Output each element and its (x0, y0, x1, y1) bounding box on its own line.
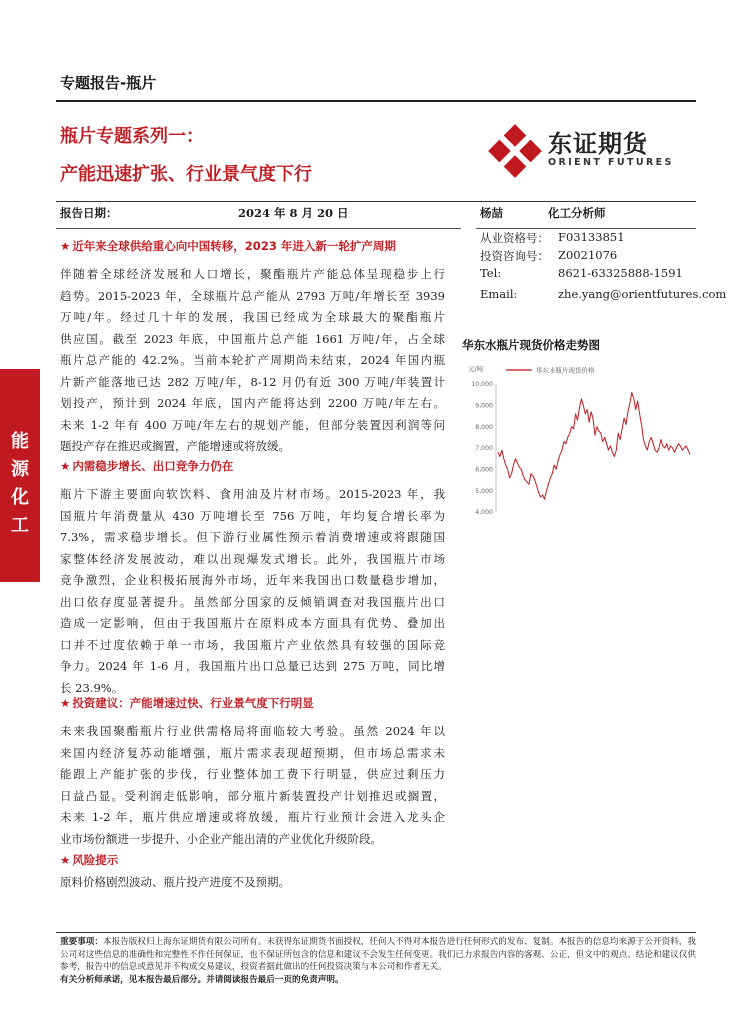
analyst-info-label: Tel: (480, 266, 502, 280)
sector-char: 化 (11, 487, 29, 508)
section-heading: ★ 投资建议：产能增速过快、行业景气度下行明显 (60, 696, 314, 710)
analyst-info-label: 从业资格号： (480, 231, 549, 245)
section-body: 未来我国聚酯瓶片行业供需格局将面临较大考验。虽然 2024 年以 来国内经济复苏动能增强，瓶片需求表现超预期，但市场总需求未 能跟上产能扩张的步伐，行业整体加工费下行明显，供应过剩压力 日益凸显。受利润走低影响，部分瓶片新装置投产计划推迟或搁置， 未来 1-2 年，瓶片供应增速或将放缓，瓶片行业预计会进入龙头企 业市场份额进一步提升、小企业产能出清的产业优化升级阶段。 (60, 724, 445, 846)
disclaimer-closing: 有关分析师承诺，见本报告最后部分。并请阅读报告最后一页的免责声明。 (60, 974, 344, 985)
series-title: 瓶片专题系列一： (60, 126, 204, 147)
analyst-info-value: 8621-63325888-1591 (558, 266, 683, 280)
section-body: 原料价格剧烈波动、瓶片投产进度不及预期。 (60, 875, 290, 889)
sector-side-tab (0, 369, 40, 582)
analyst-info-label: 投资咨询号： (480, 249, 549, 263)
footer-rule (56, 932, 696, 933)
logo-text-cn: 东证期货 (548, 130, 648, 158)
section-body: 瓶片下游主要面向软饮料、食用油及片材市场。2015-2023 年，我 国瓶片年消费量从 430 万吨增长至 756 万吨，年均复合增长率为 7.3%，需求稳步增长。但下游行业属性预示着消费增速或将跟随国 家整体经济发展波动，难以出现爆发式增长。此外，我国瓶片市场 竞争激烈，企业积极拓展海外市场，近年来我国出口数量稳步增加， 出口依存度显著提升。虽然部分国家的反倾销调查对我国瓶片出口 造成一定影响，但由于我国瓶片在原料成本方面具有优势、叠加出 口并不过度依赖于单一市场，我国瓶片产业依然具有较强的国际竞 争力。2024 年 1-6 月，我国瓶片出口总量已达到 275 万吨，同比增 长 23.9%。 (60, 487, 445, 695)
y-tick-label: 9,000 (475, 402, 493, 410)
report-date-value: 2024 年 8 月 20 日 (238, 206, 349, 220)
chart-title: 华东水瓶片现货价格走势图 (462, 338, 600, 352)
header-rule (56, 201, 696, 202)
section-heading: ★ 内需稳步增长、出口竞争力仍在 (60, 459, 234, 473)
y-tick-label: 6,000 (475, 466, 493, 474)
star-icon: ★ (60, 459, 71, 473)
price-series-line (498, 393, 690, 500)
logo-text-en: ORIENT FUTURES (548, 157, 674, 168)
analyst-info-value: Z0021076 (558, 248, 618, 262)
y-tick-label: 10,000 (471, 381, 493, 389)
sector-char: 工 (11, 515, 29, 536)
disclaimer-text: 本报告版权归上海东证期货有限公司所有。未获得东证期货书面授权，任何人不得对本报告进行任何形式的发布、复制。本报告的信息均来源于公开资料，我公司对这些信息的准确性和完整性不作任何保证，也不保证所包含的信息和建议不会发生任何变更。我们已力求报告内容的客观、公正，但文中的观点、结论和建议仅供参考，报告中的信息或意见并不构成交易建议，投资者据此做出的任何投资决策与本公司和作者无关。 (60, 937, 696, 972)
analyst-email-link[interactable]: zhe.yang@orientfutures.com (558, 287, 727, 301)
legend-label: 华东水瓶片现货价格 (536, 366, 595, 375)
disclaimer (60, 936, 696, 986)
y-tick-label: 5,000 (475, 487, 493, 495)
date-rule (56, 228, 461, 229)
chart-ylabel: 元/吨 (468, 365, 484, 373)
section-body: 伴随着全球经济发展和人口增长，聚酯瓶片产能总体呈现稳步上行 趋势。2015-2023 年，全球瓶片总产能从 2793 万吨/年增长至 3939 万吨/年。经过几十年的发展，我国已经成为全球最大的聚酯瓶片 供应国。截至 2023 年底，中国瓶片总产能 1661 万吨/年，占全球 瓶片总产能的 42.2%。当前本轮扩产周期尚未结束，2024 年国内瓶 片新产能落地已达 282 万吨/年，8-12 月仍有近 300 万吨/年装置计 划投产，预计到 2024 年底，国内产能将达到 2200 万吨/年左右。 未来 1-2 年有 400 万吨/年左右的规划产能，但部分装置因利润等问 题投产存在推迟或搁置，产能增速或将放缓。 (60, 267, 445, 453)
analyst-title: 化工分析师 (548, 206, 606, 220)
orient-futures-logo-icon (488, 124, 542, 178)
analyst-info-value: F03133851 (558, 230, 625, 244)
star-icon: ★ (60, 696, 71, 710)
section-heading: ★ 近年来全球供给重心向中国转移，2023 年进入新一轮扩产周期 (60, 239, 396, 253)
top-rule (56, 100, 696, 102)
section-heading: ★ 风险提示 (60, 853, 119, 867)
y-tick-label: 7,000 (475, 445, 493, 453)
analyst-info-label: Email: (480, 287, 518, 301)
sector-char: 源 (11, 459, 29, 480)
main-title: 产能迅速扩张、行业景气度下行 (60, 164, 312, 185)
price-chart (462, 358, 696, 520)
sector-char: 能 (11, 431, 29, 452)
star-icon: ★ (60, 853, 71, 867)
report-date-label: 报告日期： (60, 206, 118, 220)
y-tick-label: 8,000 (475, 423, 493, 431)
y-tick-label: 4,000 (475, 509, 493, 517)
doc-type: 专题报告-瓶片 (60, 74, 157, 92)
analyst-name: 杨喆 (480, 206, 503, 220)
disclaimer-label: 重要事项： (60, 937, 103, 947)
star-icon: ★ (60, 239, 71, 253)
analyst-rule (476, 228, 696, 229)
